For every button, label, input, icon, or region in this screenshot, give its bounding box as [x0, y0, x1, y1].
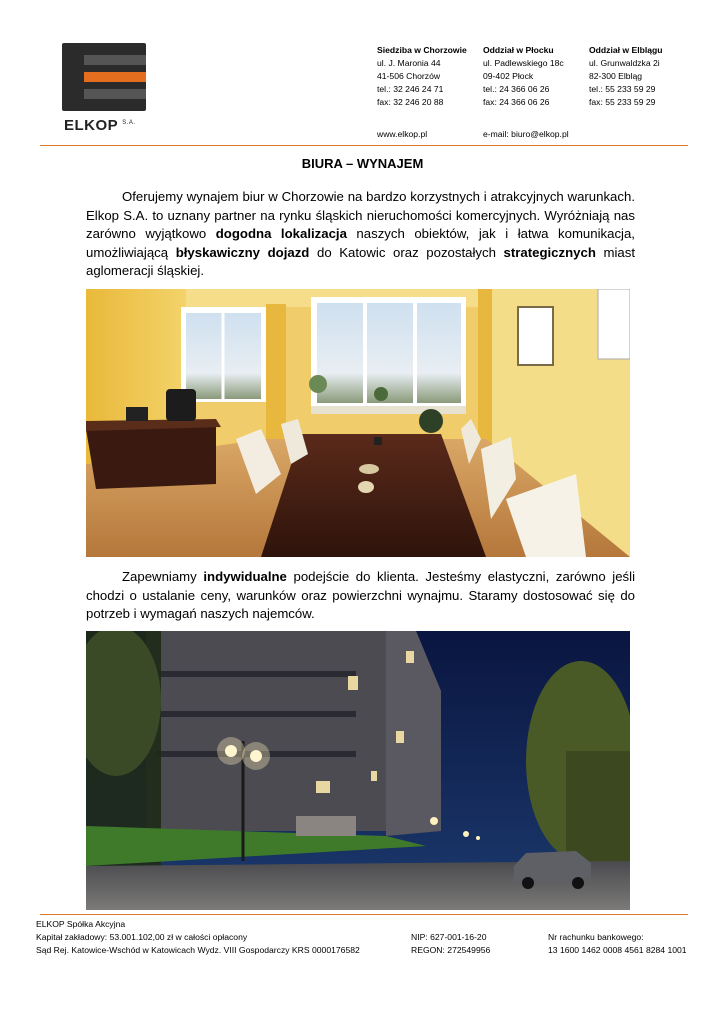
building-night-photo	[86, 631, 630, 910]
website-link[interactable]: www.elkop.pl	[377, 129, 428, 139]
service-paragraph: Zapewniamy indywidualne podejście do klienta. Jesteśmy elastyczni, zarówno jeśli chodzi o ustalanie ceny, warunków oraz powierzchni wynajmu. Staramy dostosować się do potrzeb i wymagań naszych najemców.	[86, 569, 635, 622]
header-divider	[40, 145, 688, 146]
email-link[interactable]: e-mail: biuro@elkop.pl	[483, 129, 569, 139]
logo-text: ELKOP $^{S.A.}$	[64, 117, 136, 134]
page-title: BIURA – WYNAJEM	[301, 156, 424, 171]
office-plock: Oddział w Płocku ul. Padlewskiego 18c 09-402 Płock tel.: 24 366 06 26 fax: 24 366 06 26	[483, 45, 564, 107]
company-logo	[62, 43, 152, 135]
footer-tax-ids: NIP: 627-001-16-20 REGON: 272549956	[411, 932, 491, 955]
footer-divider	[40, 914, 688, 915]
footer-bank-account: Nr rachunku bankowego: 13 1600 1462 0008 4561 8284 1001	[548, 932, 687, 955]
office-elblag: Oddział w Elblągu ul. Grunwaldzka 2i 82-300 Elbląg tel.: 55 233 59 29 fax: 55 233 59 29	[589, 45, 663, 107]
office-chorzow: Siedziba w Chorzowie ul. J. Maronia 44 41-506 Chorzów tel.: 32 246 24 71 fax: 32 246 20 88	[377, 45, 467, 107]
intro-paragraph: Oferujemy wynajem biur w Chorzowie na bardzo korzystnych i atrakcyjnych warunkach. Elkop S.A. to uznany partner na rynku śląskich nieruchomości komercyjnych. Wyróżniają nas zarówno wyjątkowo dogodna lokalizacja naszych obiektów, jak i łatwa komunikacja, umożliwiającą błyskawiczny dojazd do Katowic oraz pozostałych strategicznych miast aglomeracji śląskiej.	[86, 189, 636, 279]
office-interior-photo	[86, 289, 630, 557]
footer-company-info: ELKOP Spółka Akcyjna Kapitał zakładowy: 53.001.102,00 zł w całości opłacony Sąd Rej. Katowice-Wschód w Katowicach Wydz. VIII Gospodarczy KRS 0000176582	[36, 919, 360, 955]
logo-mark	[62, 43, 146, 111]
